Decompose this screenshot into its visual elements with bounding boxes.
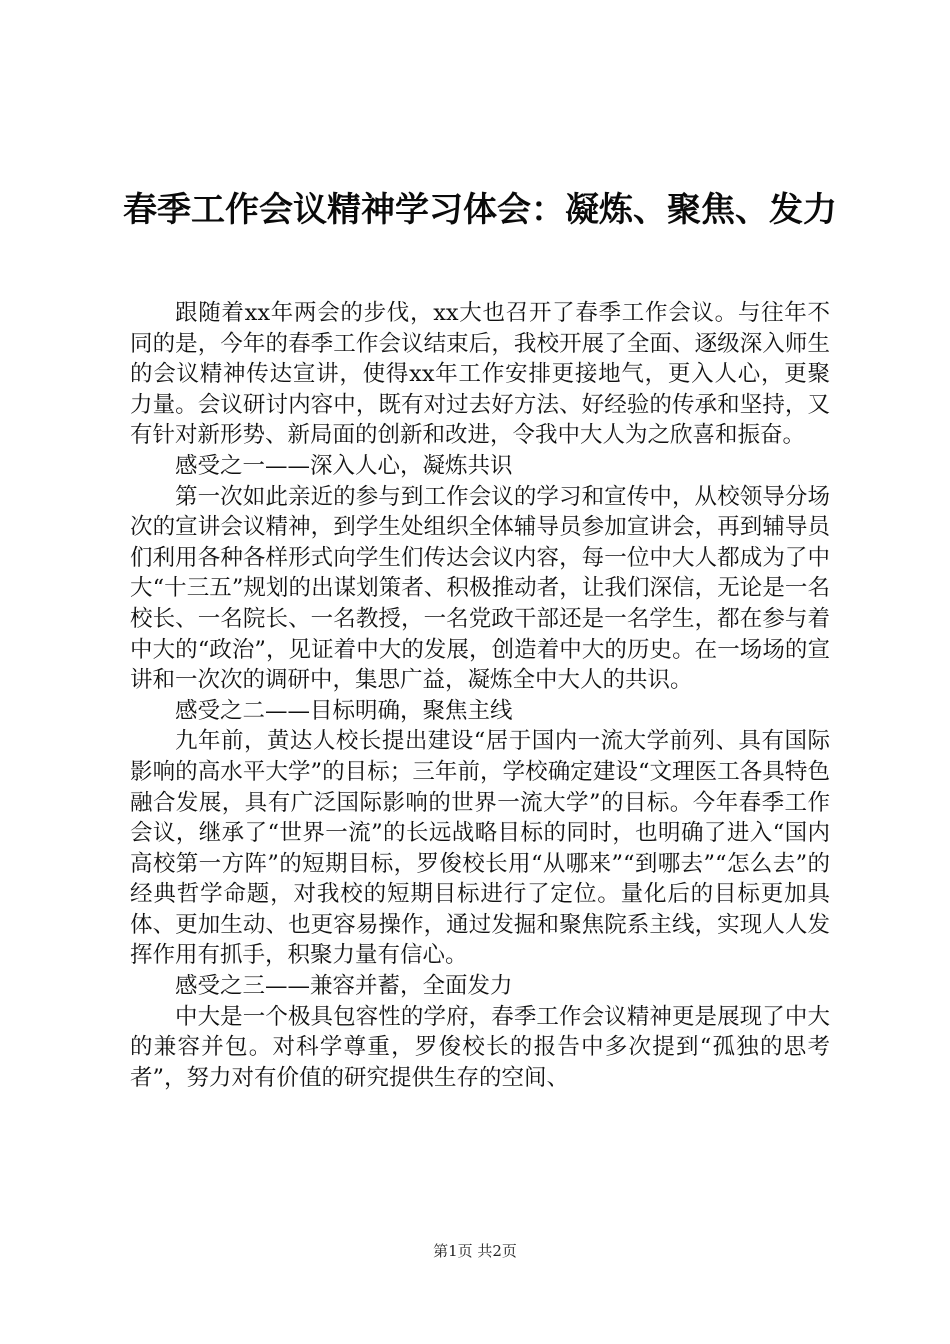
page-number: 第1页 共2页 xyxy=(433,1242,517,1260)
section-heading-2: 感受之二——目标明确，聚焦主线 xyxy=(175,697,513,724)
paragraph-section-3: 中大是一个极具包容性的学府，春季工作会议精神更是展现了中大的兼容并包。对科学尊重，罗俊校长的报告中多次提到“孤独的思考者”，努力对有价值的研究提供生存的空间、 xyxy=(130,1003,830,1091)
section-heading-3: 感受之三——兼容并蓄，全面发力 xyxy=(175,973,513,1000)
section-heading-1: 感受之一——深入人心，凝炼共识 xyxy=(175,452,513,479)
paragraph-section-1: 第一次如此亲近的参与到工作会议的学习和宣传中，从校领导分场次的宣讲会议精神，到学生处组织全体辅导员参加宣讲会，再到辅导员们利用各种各样形式向学生们传达会议内容，每一位中大人都成为了中大“十三五”规划的出谋划策者、积极推动者，让我们深信，无论是一名校长、一名院长、一名教授，一名党政干部还是一名学生，都在参与着中大的“政治”，见证着中大的发展，创造着中大的历史。在一场场的宣讲和一次次的调研中，集思广益，凝炼全中大人的共识。 xyxy=(130,483,830,694)
paragraph-section-2: 九年前，黄达人校长提出建设“居于国内一流大学前列、具有国际影响的高水平大学”的目标；三年前，学校确定建设“文理医工各具特色融合发展，具有广泛国际影响的世界一流大学”的目标。今年春季工作会议，继承了“世界一流”的长远战略目标的同时，也明确了进入“国内高校第一方阵”的短期目标，罗俊校长用“从哪来”“到哪去”“怎么去”的经典哲学命题，对我校的短期目标进行了定位。量化后的目标更加具体、更加生动、也更容易操作，通过发掘和聚焦院系主线，实现人人发挥作用有抓手，积聚力量有信心。 xyxy=(130,728,830,969)
document-body xyxy=(130,298,830,1093)
document-title: 春季工作会议精神学习体会：凝炼、聚焦、发力 xyxy=(123,190,837,230)
paragraph-intro: 跟随着xx年两会的步伐，xx大也召开了春季工作会议。与往年不同的是，今年的春季工作会议结束后，我校开展了全面、逐级深入师生的会议精神传达宣讲，使得xx年工作安排更接地气，更入人心，更聚力量。会议研讨内容中，既有对过去好方法、好经验的传承和坚持，又有针对新形势、新局面的创新和改进，令我中大人为之欣喜和振奋。 xyxy=(130,300,830,449)
